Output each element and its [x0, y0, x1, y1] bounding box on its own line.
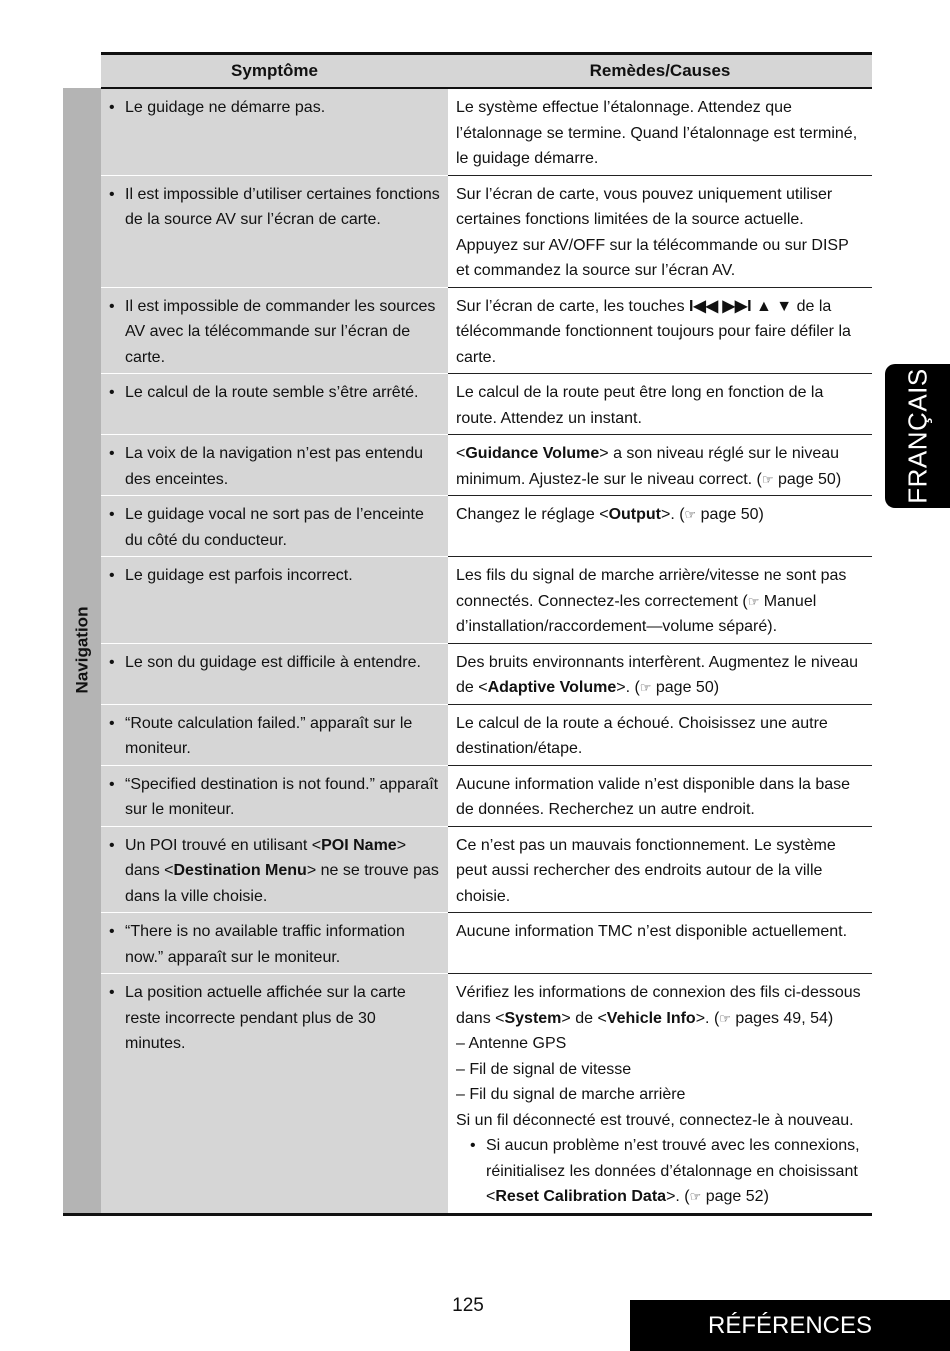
- table-header-row: [63, 54, 872, 89]
- table-row: [63, 557, 872, 644]
- symptom-cell: • La position actuelle affichée sur la carte reste incorrecte pendant plus de 30 minutes.: [101, 974, 448, 1215]
- symptom-cell: • “Route calculation failed.” apparaît sur le moniteur.: [101, 704, 448, 765]
- remedy-cell: Sur l’écran de carte, les touches I◀◀ ▶▶I ▲ ▼ de la télécommande fonctionnent toujours pour faire défiler la carte.: [448, 287, 872, 374]
- symptom-text: Le guidage ne démarre pas.: [125, 99, 326, 116]
- remedy-cell: <Guidance Volume> a son niveau réglé sur le niveau minimum. Ajustez-le sur le niveau correct. (☞ page 50): [448, 435, 872, 496]
- menu-term: Adaptive Volume: [487, 679, 617, 696]
- table-row: [63, 704, 872, 765]
- table-row: [63, 374, 872, 435]
- table-row: [63, 765, 872, 826]
- menu-term: Destination Menu: [173, 862, 307, 879]
- menu-term: Vehicle Info: [606, 1009, 696, 1027]
- symptom-text: Il est impossible d’utiliser certaines fonctions de la source AV sur l’écran de carte.: [125, 185, 440, 228]
- remedy-cell: Le calcul de la route a échoué. Choisissez une autre destination/étape.: [448, 704, 872, 765]
- symptom-text: “Specified destination is not found.” apparaît sur le moniteur.: [125, 775, 439, 818]
- table-row: [63, 913, 872, 974]
- language-tab: [885, 364, 950, 508]
- pointing-hand-icon: ☞: [747, 593, 760, 609]
- symptom-text: La voix de la navigation n’est pas entendu des enceintes.: [125, 445, 423, 488]
- language-tab-label: FRANÇAIS: [902, 368, 932, 504]
- symptom-text: “Route calculation failed.” apparaît sur le moniteur.: [125, 714, 413, 757]
- section-footer-bar: [630, 1300, 950, 1351]
- pointing-hand-icon: ☞: [684, 507, 697, 522]
- remedy-header: Remèdes/Causes: [448, 54, 872, 89]
- symptom-cell: • “There is no available traffic information now.” apparaît sur le moniteur.: [101, 913, 448, 974]
- remedy-cell: Vérifiez les informations de connexion des fils ci-dessous dans <System> de <Vehicle Info>. (☞ pages 49, 54) – Antenne GPS – Fil de signal de vitesse – Fil du signal de marche arrière Si un fil déconnecté est trouvé, connectez-le à nouveau. • Si aucun problème n’est trouvé avec les connexions, réinitialisez les données d’étalonnage en choisissant <Reset Calibration Data>. (☞ page 52): [448, 974, 872, 1215]
- pointing-hand-icon: ☞: [719, 1010, 731, 1026]
- remote-keys-icons: I◀◀ ▶▶I ▲ ▼: [689, 297, 793, 315]
- remedy-cell: Aucune information valide n’est disponible dans la base de données. Recherchez un autre endroit.: [448, 765, 872, 826]
- symptom-cell: • La voix de la navigation n’est pas entendu des enceintes.: [101, 435, 448, 496]
- table-row: [63, 287, 872, 374]
- remedy-cell: Sur l’écran de carte, vous pouvez uniquement utiliser certaines fonctions limitées de la source actuelle. Appuyez sur AV/OFF sur la télécommande ou sur DISP et commandez la source sur l’écran AV.: [448, 175, 872, 287]
- remedy-cell: Le système effectue l’étalonnage. Attendez que l’étalonnage se termine. Quand l’étalonnage est terminé, le guidage démarre.: [448, 88, 872, 175]
- table-row: [63, 175, 872, 287]
- symptom-text: Le guidage est parfois incorrect.: [125, 567, 353, 584]
- check-item: – Antenne GPS: [456, 1035, 567, 1052]
- symptom-cell: • Il est impossible de commander les sources AV avec la télécommande sur l’écran de carte.: [101, 287, 448, 374]
- symptom-text: Le son du guidage est difficile à entendre.: [125, 653, 421, 671]
- remedy-cell: Changez le réglage <Output>. (☞ page 50): [448, 496, 872, 557]
- symptom-cell: • Il est impossible d’utiliser certaines fonctions de la source AV sur l’écran de carte.: [101, 175, 448, 287]
- section-label: Navigation: [72, 606, 92, 694]
- symptom-cell: • Le son du guidage est difficile à entendre.: [101, 643, 448, 704]
- check-item: – Fil du signal de marche arrière: [456, 1086, 686, 1103]
- table-row: [63, 643, 872, 704]
- sub-bullet: • Si aucun problème n’est trouvé avec les connexions, réinitialisez les données d’étalonnage en choisissant <Reset Calibration Data>. (☞ page 52): [470, 1137, 860, 1205]
- symptom-cell: • Le calcul de la route semble s’être arrêté.: [101, 374, 448, 435]
- symptom-text: Un POI trouvé en utilisant <POI Name> dans <Destination Menu> ne se trouve pas dans la ville choisie.: [125, 836, 439, 905]
- section-footer-label: RÉFÉRENCES: [707, 1311, 873, 1339]
- symptom-text: Le guidage vocal ne sort pas de l’enceinte du côté du conducteur.: [125, 506, 424, 549]
- symptom-text: “There is no available traffic information now.” apparaît sur le moniteur.: [125, 923, 405, 966]
- menu-term: Reset Calibration Data: [495, 1188, 667, 1205]
- symptom-header: Symptôme: [101, 54, 448, 89]
- symptom-cell: • Le guidage est parfois incorrect.: [101, 557, 448, 644]
- symptom-cell: • Un POI trouvé en utilisant <POI Name> dans <Destination Menu> ne se trouve pas dans la ville choisie.: [101, 826, 448, 913]
- section-label-cell: [63, 88, 101, 1214]
- table-row: [63, 88, 872, 175]
- pointing-hand-icon: ☞: [639, 680, 652, 695]
- symptom-text: Le calcul de la route semble s’être arrêté.: [125, 384, 419, 401]
- table-row: [63, 435, 872, 496]
- table-row: [63, 496, 872, 557]
- check-item: – Fil de signal de vitesse: [456, 1060, 632, 1078]
- page-number: 125: [452, 1295, 484, 1316]
- symptom-cell: • “Specified destination is not found.” apparaît sur le moniteur.: [101, 765, 448, 826]
- table-row: [63, 974, 872, 1215]
- remedy-cell: Ce n’est pas un mauvais fonctionnement. Le système peut aussi rechercher des endroits autour de la ville choisie.: [448, 826, 872, 913]
- menu-term: Guidance Volume: [465, 445, 600, 462]
- menu-term: POI Name: [321, 836, 397, 854]
- remedy-cell: Le calcul de la route peut être long en fonction de la route. Attendez un instant.: [448, 374, 872, 435]
- menu-term: Output: [608, 506, 661, 523]
- symptom-text: Il est impossible de commander les sources AV avec la télécommande sur l’écran de carte.: [125, 297, 436, 366]
- remedy-cell: Des bruits environnants interfèrent. Augmentez le niveau de <Adaptive Volume>. (☞ page 50): [448, 643, 872, 704]
- pointing-hand-icon: ☞: [689, 1189, 702, 1204]
- remedy-cell: Aucune information TMC n’est disponible actuellement.: [448, 913, 872, 974]
- remedy-cell: Les fils du signal de marche arrière/vitesse ne sont pas connectés. Connectez-les correctement (☞ Manuel d’installation/raccordement—volume séparé).: [448, 557, 872, 644]
- troubleshooting-table: [63, 52, 872, 1216]
- symptom-cell: • Le guidage vocal ne sort pas de l’enceinte du côté du conducteur.: [101, 496, 448, 557]
- pointing-hand-icon: ☞: [761, 471, 774, 487]
- table-row: [63, 826, 872, 913]
- symptom-cell: • Le guidage ne démarre pas.: [101, 88, 448, 175]
- symptom-text: La position actuelle affichée sur la carte reste incorrecte pendant plus de 30 minutes.: [125, 984, 406, 1052]
- menu-term: System: [504, 1009, 562, 1027]
